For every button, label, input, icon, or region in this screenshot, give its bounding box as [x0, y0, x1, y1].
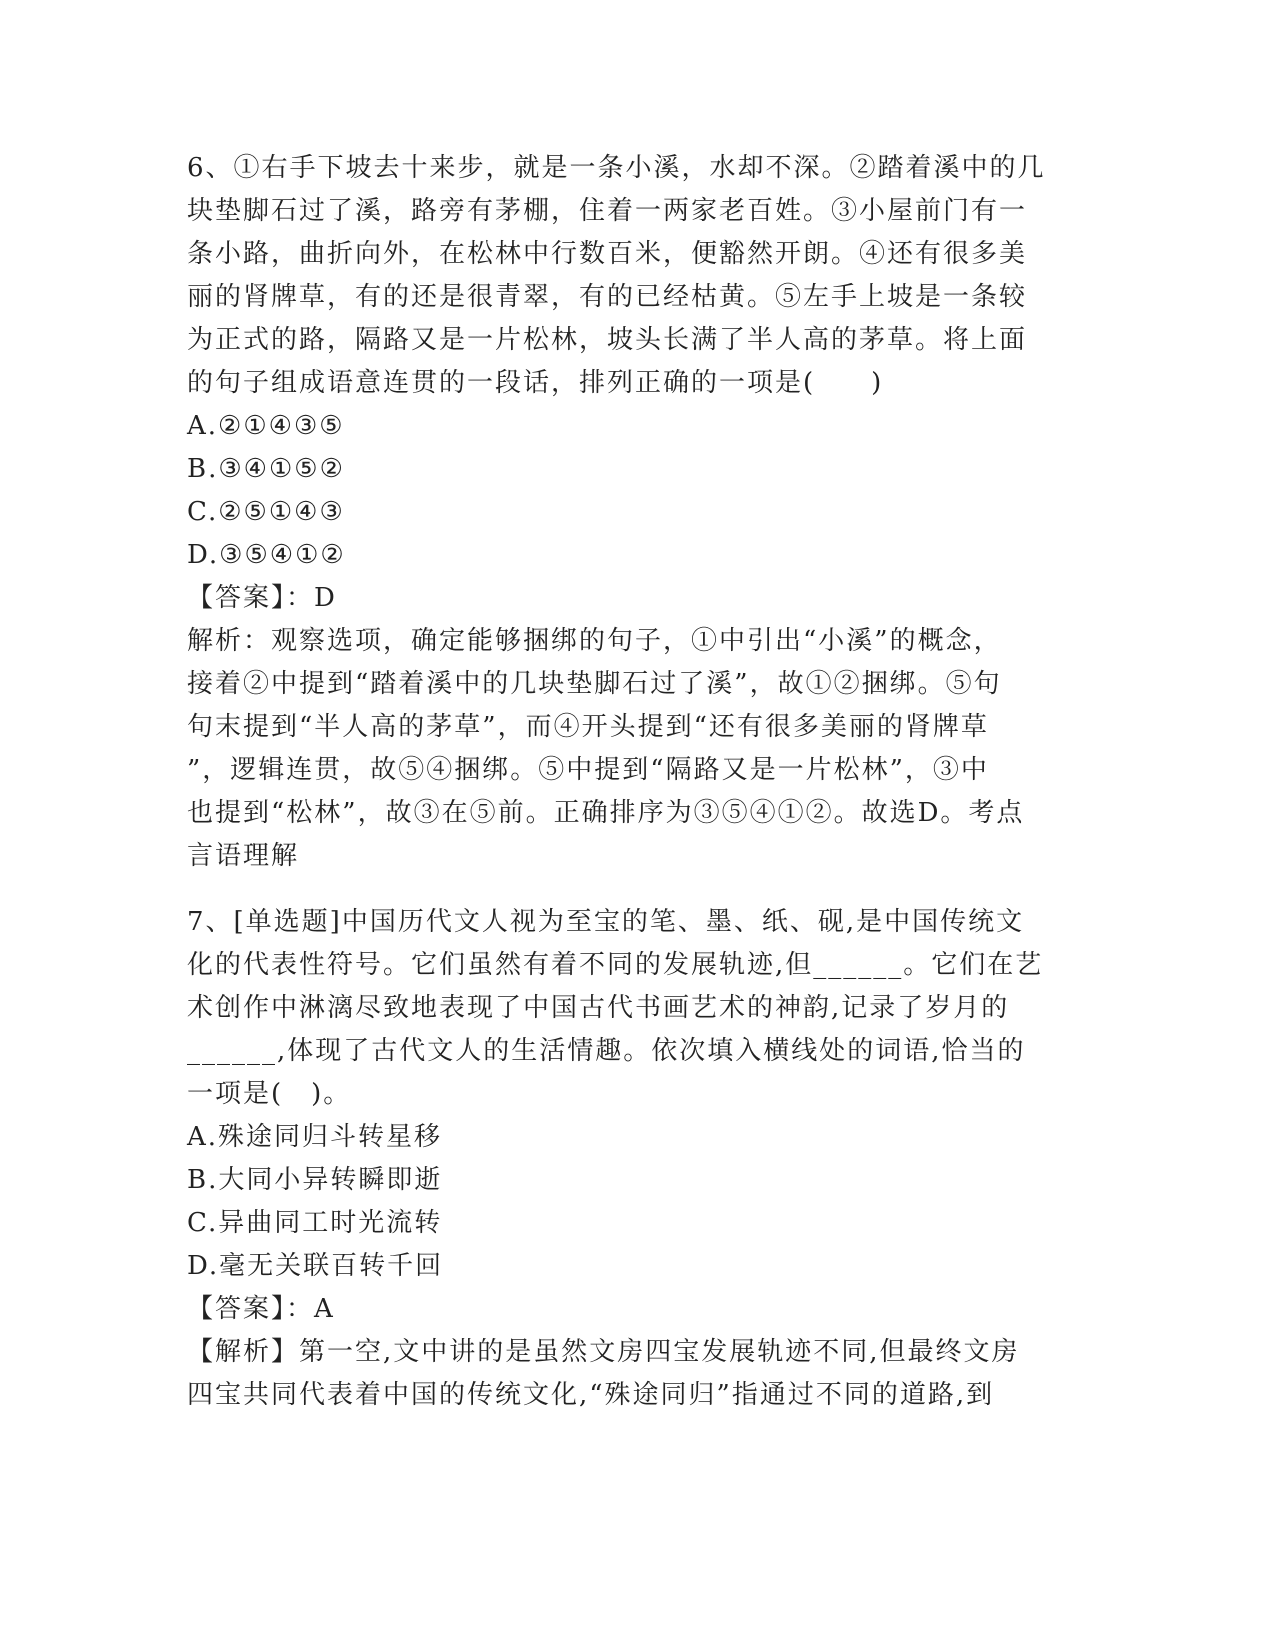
- question-stem-line: 块垫脚石过了溪，路旁有茅棚，住着一两家老百姓。③小屋前门有一: [187, 196, 1028, 226]
- question-6: [187, 147, 1087, 878]
- analysis-line: 言语理解: [187, 841, 300, 871]
- question-7: [187, 901, 1087, 1417]
- question-stem-line: 术创作中淋漓尽致地表现了中国古代书画艺术的神韵,记录了岁月的: [187, 993, 1010, 1023]
- analysis-line: 句末提到“半人高的茅草”，而④开头提到“还有很多美丽的肾牌草: [187, 712, 989, 742]
- option-b: B.大同小异转瞬即逝: [187, 1165, 443, 1195]
- analysis-line: 解析：观察选项，确定能够捆绑的句子，①中引出“小溪”的概念，: [187, 626, 1002, 656]
- option-c: C.②⑤①④③: [187, 497, 345, 527]
- question-stem-line: 7、[单选题]中国历代文人视为至宝的笔、墨、纸、砚,是中国传统文: [187, 907, 1025, 937]
- question-stem-line: 为正式的路，隔路又是一片松林，坡头长满了半人高的茅草。将上面: [187, 325, 1028, 355]
- question-stem-line: ______,体现了古代文人的生活情趣。依次填入横线处的词语,恰当的: [187, 1036, 1026, 1066]
- analysis-line: 接着②中提到“踏着溪中的几块垫脚石过了溪”，故①②捆绑。⑤句: [187, 669, 1002, 699]
- option-a: A.②①④③⑤: [187, 411, 345, 441]
- option-a: A.殊途同归斗转星移: [187, 1122, 443, 1152]
- option-d: D.③⑤④①②: [187, 540, 346, 570]
- analysis-line: 四宝共同代表着中国的传统文化,“殊途同归”指通过不同的道路,到: [187, 1380, 995, 1410]
- question-stem-line: 丽的肾牌草，有的还是很青翠，有的已经枯黄。⑤左手上坡是一条较: [187, 282, 1028, 312]
- question-stem-line: 的句子组成语意连贯的一段话，排列正确的一项是( ): [187, 368, 884, 398]
- option-b: B.③④①⑤②: [187, 454, 345, 484]
- answer-line: 【答案】：A: [187, 1294, 335, 1324]
- analysis-line: 【解析】第一空,文中讲的是虽然文房四宝发展轨迹不同,但最终文房: [187, 1337, 1020, 1367]
- question-stem-line: 化的代表性符号。它们虽然有着不同的发展轨迹,但______。它们在艺: [187, 950, 1044, 980]
- question-stem-line: 6、①右手下坡去十来步，就是一条小溪，水却不深。②踏着溪中的几: [187, 153, 1046, 183]
- option-d: D.毫无关联百转千回: [187, 1251, 444, 1281]
- answer-line: 【答案】：D: [187, 583, 337, 613]
- option-c: C.异曲同工时光流转: [187, 1208, 443, 1238]
- analysis-line: ”，逻辑连贯，故⑤④捆绑。⑤中提到“隔路又是一片松林”，③中: [187, 755, 989, 785]
- question-stem-line: 条小路，曲折向外，在松林中行数百米，便豁然开朗。④还有很多美: [187, 239, 1028, 269]
- analysis-line: 也提到“松林”，故③在⑤前。正确排序为③⑤④①②。故选D。考点: [187, 798, 1025, 828]
- question-stem-line: 一项是( )。: [187, 1079, 352, 1109]
